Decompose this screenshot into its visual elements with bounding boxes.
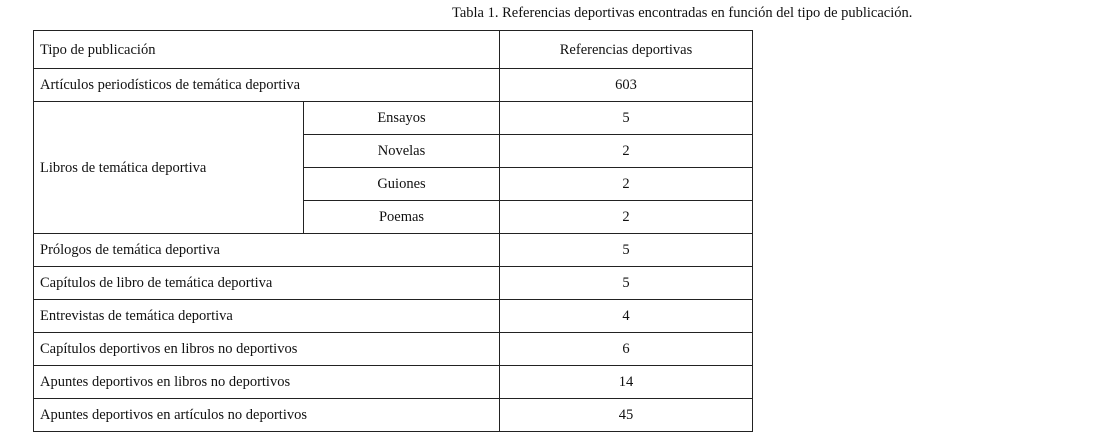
- table-row: [34, 366, 753, 399]
- row-count: 5: [500, 234, 753, 267]
- row-type-label: Apuntes deportivos en artículos no deportivos: [34, 399, 500, 432]
- row-count: 4: [500, 300, 753, 333]
- row-type-label: Entrevistas de temática deportiva: [34, 300, 500, 333]
- subrow-count: 2: [500, 168, 753, 201]
- table-row: [34, 333, 753, 366]
- row-count: 14: [500, 366, 753, 399]
- subrow-count: 2: [500, 135, 753, 168]
- row-count: 6: [500, 333, 753, 366]
- row-count: 603: [500, 69, 753, 102]
- row-type-label: Capítulos de libro de temática deportiva: [34, 267, 500, 300]
- table-row: [34, 399, 753, 432]
- table-row: [34, 267, 753, 300]
- row-count: 5: [500, 267, 753, 300]
- books-group-label: Libros de temática deportiva: [34, 102, 304, 234]
- header-count: Referencias deportivas: [500, 31, 753, 69]
- table-row: [34, 69, 753, 102]
- subrow-label: Novelas: [304, 135, 500, 168]
- table-row: [34, 234, 753, 267]
- row-count: 45: [500, 399, 753, 432]
- header-type: Tipo de publicación: [34, 31, 500, 69]
- table-caption: Tabla 1. Referencias deportivas encontradas en función del tipo de publicación.: [452, 5, 913, 21]
- row-type-label: Capítulos deportivos en libros no deportivos: [34, 333, 500, 366]
- references-table: [33, 30, 753, 432]
- table-row: [34, 300, 753, 333]
- row-type-label: Apuntes deportivos en libros no deportivos: [34, 366, 500, 399]
- subrow-count: 5: [500, 102, 753, 135]
- table-header-row: [34, 31, 753, 69]
- subrow-label: Guiones: [304, 168, 500, 201]
- subrow-label: Poemas: [304, 201, 500, 234]
- row-type-label: Prólogos de temática deportiva: [34, 234, 500, 267]
- row-type-label: Artículos periodísticos de temática deportiva: [34, 69, 500, 102]
- table-row: [34, 102, 753, 135]
- subrow-label: Ensayos: [304, 102, 500, 135]
- subrow-count: 2: [500, 201, 753, 234]
